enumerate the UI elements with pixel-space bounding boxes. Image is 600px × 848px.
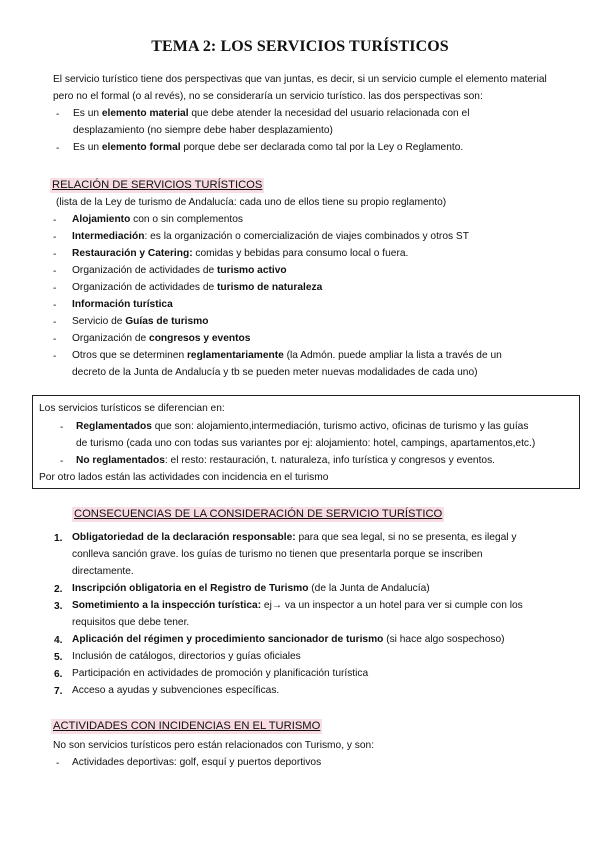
item-bold: Intermediación	[72, 231, 145, 242]
dash-marker: -	[56, 109, 60, 120]
item-bold: congresos y eventos	[149, 333, 251, 344]
item-text: (la Admón. puede ampliar la lista a través de un	[283, 350, 502, 361]
item-text: Otros que se determinen	[72, 350, 187, 361]
dash-marker: -	[53, 215, 57, 226]
list-item	[72, 296, 173, 313]
item-text: ej→ va un inspector a un hotel para ver si cumple con los	[261, 600, 523, 611]
item-bold: Restauración y Catering:	[72, 248, 193, 259]
dash-marker: -	[53, 266, 57, 277]
item-text: Es un	[73, 142, 102, 153]
item-bold: elemento formal	[101, 142, 181, 153]
item-bold: Guías de turismo	[125, 316, 209, 327]
item-text: Actividades deportivas: golf, esquí y puertos deportivos	[72, 757, 322, 768]
list-number: 5.	[54, 652, 63, 663]
item-text: de turismo (cada uno con todas sus variantes por ej: alojamiento: hotel, campings, apartamentos,etc.)	[76, 438, 536, 449]
relacion-note: (lista de la Ley de turismo de Andalucía: cada uno de ellos tiene su propio reglamento)	[56, 197, 447, 208]
item-bold: reglamentariamente	[186, 350, 284, 361]
item-text: conlleva sanción grave. los guías de turismo no tienen que presentarla porque se inscriben	[72, 549, 483, 560]
dash-marker: -	[53, 283, 57, 294]
list-item	[72, 665, 368, 682]
list-item	[72, 245, 408, 262]
dash-marker: -	[53, 351, 57, 362]
list-number: 1.	[54, 533, 63, 544]
item-bold: Información turística	[72, 299, 173, 310]
page-title: TEMA 2: LOS SERVICIOS TURÍSTICOS	[151, 38, 449, 55]
box-item-reglamentados	[76, 418, 576, 452]
list-item	[72, 580, 430, 597]
list-item	[72, 597, 577, 631]
box-item-no-reglamentados	[76, 452, 495, 469]
section-heading-relacion: RELACIÓN DE SERVICIOS TURÍSTICOS	[52, 179, 263, 191]
item-text: decreto de la Junta de Andalucía y tb se pueden meter nuevas modalidades de cada uno)	[72, 367, 478, 378]
list-item	[72, 330, 250, 347]
list-item	[72, 313, 208, 330]
dash-marker: -	[60, 456, 64, 467]
list-item	[72, 279, 322, 296]
item-text: (si hace algo sospechoso)	[383, 634, 505, 645]
item-text: porque debe ser declarada como tal por la Ley o Reglamento.	[180, 142, 464, 153]
item-bold: No reglamentados	[76, 455, 165, 466]
section-heading-consecuencias: CONSECUENCIAS DE LA CONSIDERACIÓN DE SERVICIO TURÍSTICO	[74, 508, 443, 520]
box-intro: Los servicios turísticos se diferencian en:	[39, 403, 225, 414]
item-text: : el resto: restauración, t. naturaleza, info turística y congresos y eventos.	[164, 455, 496, 466]
dash-marker: -	[56, 143, 60, 154]
item-bold: Inscripción obligatoria en el Registro de Turismo	[72, 583, 309, 594]
list-number: 6.	[54, 669, 63, 680]
item-text: : es la organización o comercialización de viajes combinados y otros ST	[144, 231, 469, 242]
intro-item-1	[73, 105, 573, 139]
list-item	[72, 262, 287, 279]
item-text: comidas y bebidas para consumo local o fuera.	[192, 248, 409, 259]
list-item	[72, 754, 321, 771]
dash-marker: -	[53, 317, 57, 328]
item-text: Servicio de	[72, 316, 126, 327]
item-bold: Aplicación del régimen y procedimiento sancionador de turismo	[72, 634, 384, 645]
item-bold: turismo activo	[216, 265, 287, 276]
dash-marker: -	[53, 232, 57, 243]
item-bold: Obligatoriedad de la declaración responsable:	[72, 532, 296, 543]
actividades-text: No son servicios turísticos pero están relacionados con Turismo, y son:	[53, 740, 375, 751]
item-bold: turismo de naturaleza	[216, 282, 323, 293]
dash-marker: -	[53, 334, 57, 345]
item-bold: Alojamiento	[72, 214, 131, 225]
list-item	[72, 211, 243, 228]
item-text: directamente.	[72, 566, 134, 577]
item-text: Participación en actividades de promoción y planificación turística	[72, 668, 369, 679]
item-text: Inclusión de catálogos, directorios y guías oficiales	[72, 651, 301, 662]
dash-marker: -	[56, 758, 60, 769]
item-bold: elemento material	[101, 108, 189, 119]
list-item	[72, 228, 469, 245]
list-item	[72, 347, 577, 381]
item-text: requisitos que debe tener.	[72, 617, 190, 628]
section-heading-actividades: ACTIVIDADES CON INCIDENCIAS EN EL TURISMO	[53, 720, 321, 732]
item-text: desplazamiento (no siempre debe haber desplazamiento)	[73, 125, 333, 136]
list-number: 3.	[54, 601, 63, 612]
item-text: Es un	[73, 108, 102, 119]
box-outro: Por otro lados están las actividades con incidencia en el turismo	[39, 472, 329, 483]
item-text: Organización de actividades de	[72, 282, 217, 293]
list-number: 4.	[54, 635, 63, 646]
dash-marker: -	[60, 422, 64, 433]
intro-paragraph: El servicio turístico tiene dos perspectivas que van juntas, es decir, si un servicio cumple el elemento material pero no el formal (o al revés), no se consideraría un servicio turístico. las dos perspectivas son:	[53, 74, 547, 102]
list-item	[72, 682, 279, 699]
item-text: Organización de	[72, 333, 150, 344]
list-number: 7.	[54, 686, 63, 697]
item-bold: Reglamentados	[76, 421, 152, 432]
item-text: que debe atender la necesidad del usuario relacionada con el	[188, 108, 470, 119]
item-text: con o sin complementos	[130, 214, 243, 225]
item-text: para que sea legal, si no se presenta, es ilegal y	[295, 532, 517, 543]
list-number: 2.	[54, 584, 63, 595]
item-text: que son: alojamiento,intermediación, turismo activo, oficinas de turismo y las guías	[151, 421, 529, 432]
item-text: Organización de actividades de	[72, 265, 217, 276]
intro-item-2	[73, 139, 573, 156]
item-text: (de la Junta de Andalucía)	[308, 583, 430, 594]
item-bold: Sometimiento a la inspección turística:	[72, 600, 262, 611]
list-item	[72, 648, 301, 665]
item-text: Acceso a ayudas y subvenciones específicas.	[72, 685, 280, 696]
list-item	[72, 631, 505, 648]
list-item	[72, 529, 577, 580]
dash-marker: -	[53, 249, 57, 260]
dash-marker: -	[53, 300, 57, 311]
